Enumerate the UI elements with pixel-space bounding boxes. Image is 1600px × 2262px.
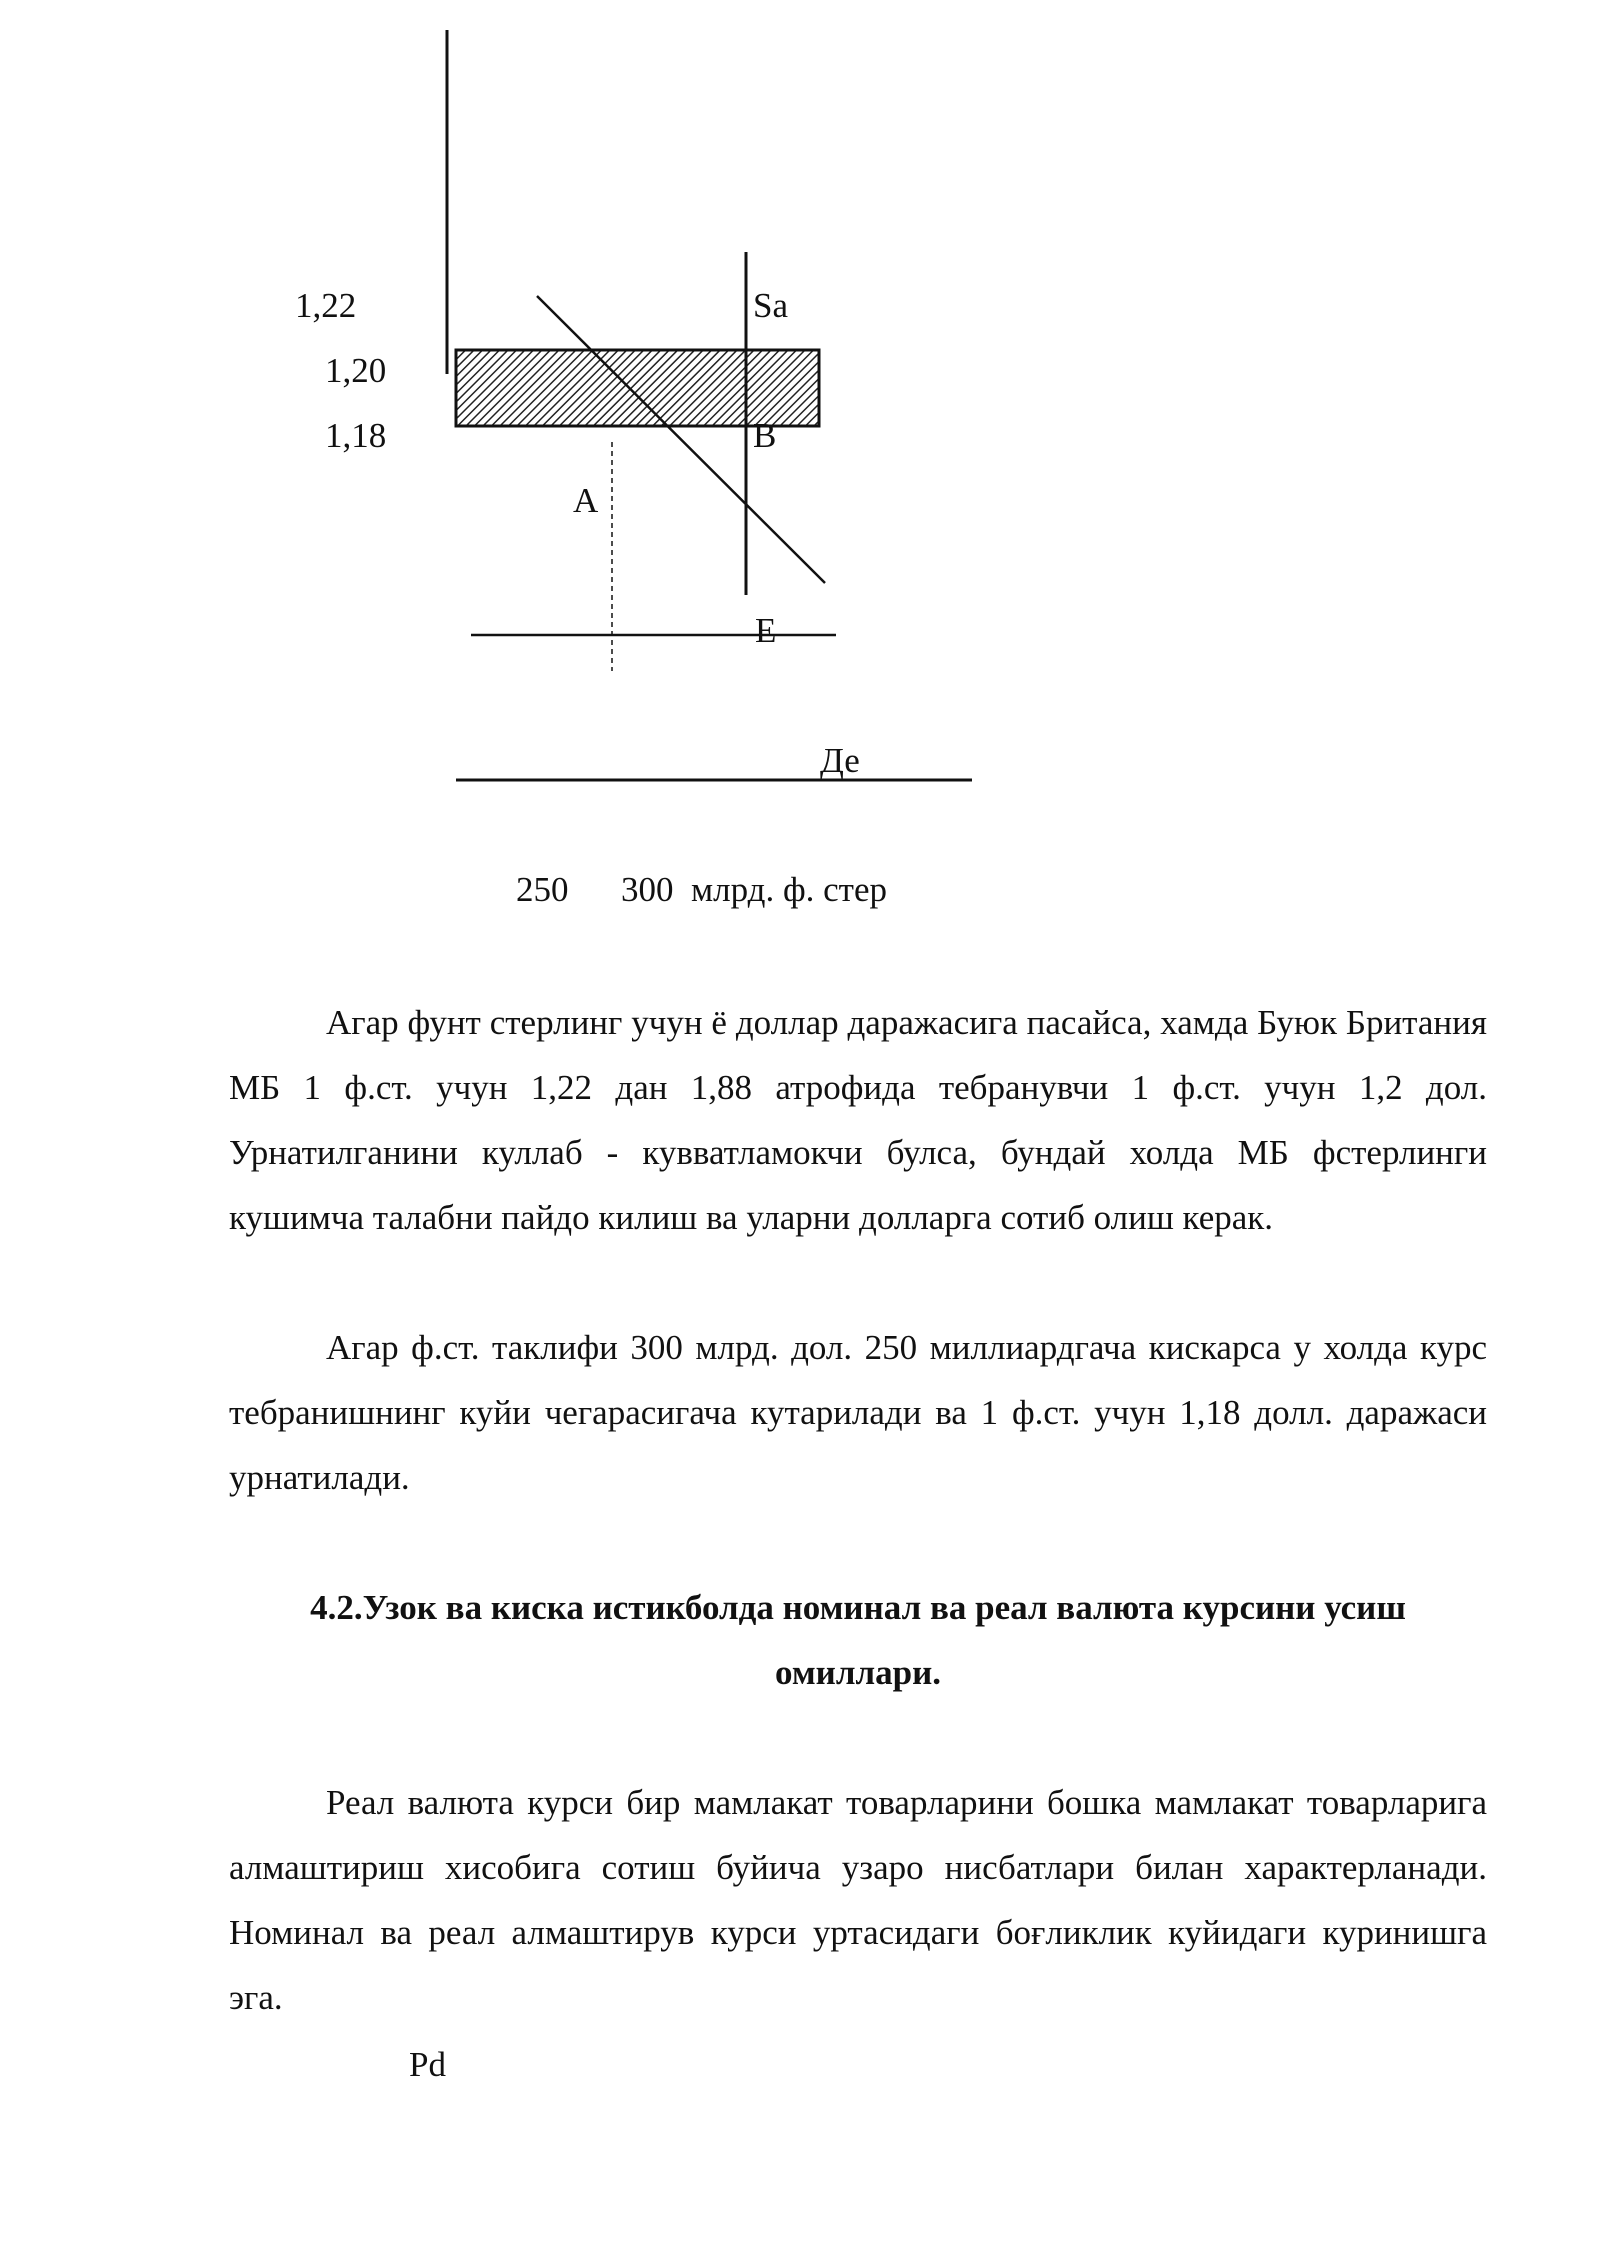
- point-b-label: B: [753, 416, 777, 455]
- supply-label: Sa: [753, 286, 788, 325]
- point-e-label: E: [755, 611, 777, 650]
- exchange-rate-diagram: [0, 0, 1600, 960]
- y-tick-label: 1,22: [295, 286, 357, 325]
- fluctuation-band: [456, 350, 819, 426]
- demand-label: Де: [820, 741, 860, 780]
- demand-line: [537, 296, 825, 583]
- point-a-label: A: [573, 481, 599, 520]
- paragraph: Реал валюта курси бир мамлакат товарларини бошка мамлакат товарларига алмаштириш хисобига сотиш буйича узаро нисбатлари билан характерланади. Номинал ва реал алмаштирув курси уртасидаги боғликлик куйидаги куринишга эга.: [229, 1783, 1487, 2017]
- y-tick-label: 1,18: [325, 416, 387, 455]
- section-heading: 4.2.Узок ва киска истикболда номинал ва реал валюта курсини усиш омиллари.: [310, 1588, 1406, 1692]
- x-axis-caption: 250 300 млрд. ф. стер: [516, 870, 888, 909]
- paragraph: Агар ф.ст. таклифи 300 млрд. дол. 250 миллиардгача кискарса у холда курс тебранишнинг куйи чегарасигача кутарилади ва 1 ф.ст. учун 1,18 долл. даражаси урнатилади.: [229, 1328, 1487, 1497]
- pd-label: Pd: [409, 2045, 446, 2084]
- paragraph: Агар фунт стерлинг учун ё доллар даражасига пасайса, хамда Буюк Британия МБ 1 ф.ст. учун 1,22 дан 1,88 атрофида тебранувчи 1 ф.ст. учун 1,2 дол. Урнатилганини куллаб - кувватламокчи булса, бундай холда МБ фстерлинги кушимча талабни пайдо килиш ва уларни долларга сотиб олиш керак.: [229, 1003, 1487, 1237]
- y-tick-label: 1,20: [325, 351, 387, 390]
